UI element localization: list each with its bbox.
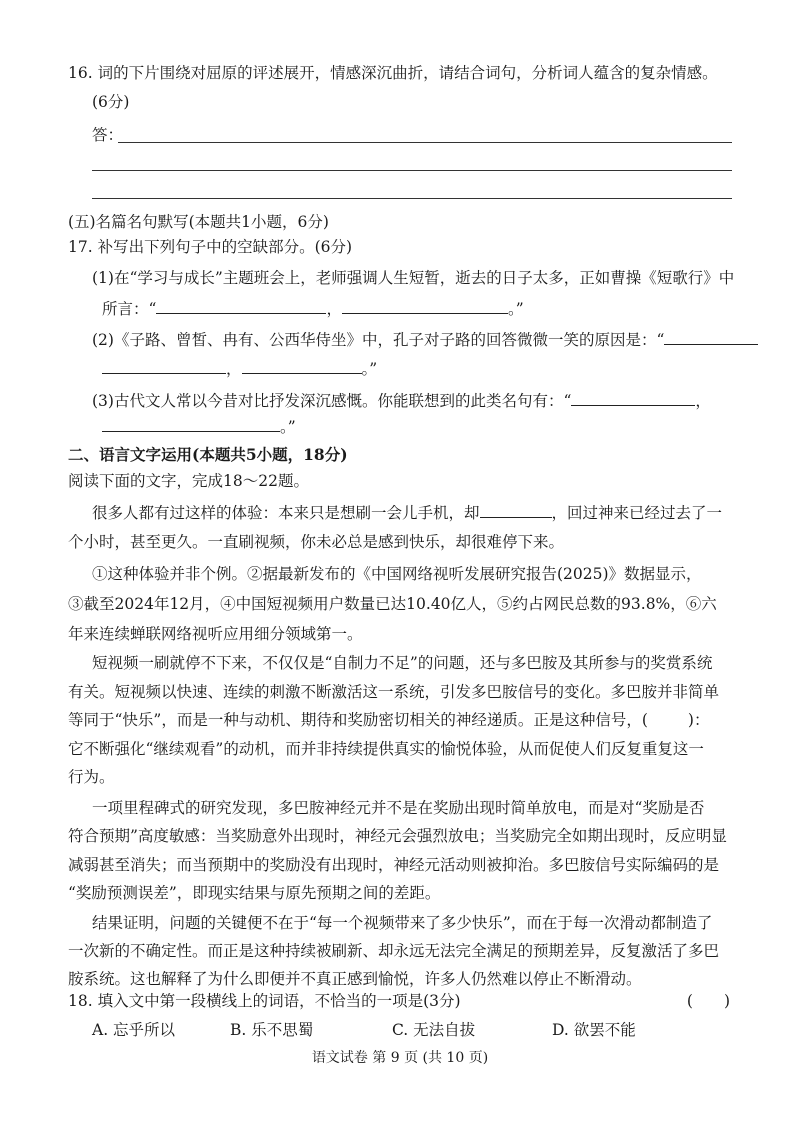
- passage-p3-line1: 短视频一刷就停不下来，不仅仅是“自制力不足”的问题，还与多巴胺及其所参与的奖赏系统: [92, 654, 713, 672]
- q17-blank-2[interactable]: [342, 297, 508, 314]
- p1-text-post: ，回过神来已经过去了一: [551, 504, 723, 522]
- q17-blank-1[interactable]: [156, 297, 326, 314]
- page-footer: 语文试卷 第 9 页 (共 10 页): [311, 1050, 489, 1066]
- p3-text-pre: 等同于“快乐”，而是一种与动机、期待和奖励密切相关的神经递质。正是这种信号，(: [68, 711, 648, 729]
- passage-p2-line3: 年来连续蝉联网络视听应用细分领域第一。: [68, 625, 363, 643]
- passage-p5-line1: 结果证明，问题的关键便不在于“每一个视频带来了多少快乐”，而在于每一次滑动都制造了: [92, 914, 713, 932]
- passage-p2-line1: ①这种体验并非个例。②据最新发布的《中国网络视听发展研究报告(2025)》数据显示，: [92, 565, 702, 583]
- passage-p5-line2: 一次新的不确定性。而正是这种持续被刷新、却永远无法完全满足的预期差异，反复激活了多巴: [68, 942, 720, 960]
- q18-option-c[interactable]: C. 无法自拔: [392, 1021, 476, 1039]
- p1-text-pre: 很多人都有过这样的体验：本来只是想刷一会儿手机，却: [92, 504, 480, 522]
- q16-score: (6分): [92, 93, 130, 111]
- q17-item3-end: ，: [695, 392, 711, 410]
- passage-p3-line3: [68, 709, 709, 731]
- q17-item1-suffix: 。”: [507, 300, 524, 318]
- q17-item2-suffix: 。”: [361, 360, 378, 378]
- passage-p3-line5: 行为。: [68, 768, 115, 786]
- q17-item1-sep: ，: [326, 300, 342, 318]
- q17-stem: 17. 补写出下列句子中的空缺部分。(6分): [68, 238, 353, 256]
- q18-option-b[interactable]: B. 乐不思蜀: [230, 1021, 314, 1039]
- passage-p4-line2: 符合预期”高度敏感：当奖励意外出现时，神经元会强烈放电；当奖励完全如期出现时，反应明显: [68, 827, 727, 845]
- q17-item2-line2: [102, 357, 377, 380]
- q17-blank-7[interactable]: [102, 415, 280, 432]
- q17-item3-text: (3)古代文人常以今昔对比抒发深沉感慨。你能联想到的此类名句有：“: [92, 392, 572, 410]
- q17-item3-suffix: 。”: [280, 418, 296, 436]
- passage-p2-line2: ③截至2024年12月，④中国短视频用户数量已达10.40亿人，⑤约占网民总数的93.8%，⑥六: [68, 595, 717, 613]
- section2-title: 二、语言文字运用(本题共5小题，18分): [68, 445, 348, 464]
- q17-blank-6[interactable]: [571, 389, 695, 406]
- passage-p4-line4: “奖励预测误差”，即现实结果与原先预期之间的差距。: [68, 884, 441, 902]
- passage-p3-line4: 它不断强化“继续观看”的动机，而并非持续提供真实的愉悦体验，从而促使人们反复重复这一: [68, 740, 704, 758]
- q18-answer-paren[interactable]: ( ): [686, 992, 730, 1010]
- q17-item1-line2: [102, 297, 524, 320]
- passage-p1-line1: [92, 501, 722, 524]
- section5-title: (五)名篇名句默写(本题共1小题，6分): [68, 213, 329, 231]
- q17-item2-sep: ，: [226, 360, 242, 378]
- q17-item2-text: (2)《子路、曾皙、冉有、公西华侍坐》中，孔子对子路的回答微微一笑的原因是：“: [92, 331, 665, 349]
- q16-answer-label: 答：: [92, 126, 124, 144]
- passage-p1-line2: 个小时，甚至更久。一直刷视频，你未必总是感到快乐，却很难停下来。: [68, 533, 565, 551]
- section2-intro: 阅读下面的文字，完成18～22题。: [68, 472, 309, 490]
- q16-stem: 16. 词的下片围绕对屈原的评述展开，情感深沉曲折，请结合词句，分析词人蕴含的复杂情感。: [68, 64, 718, 82]
- q17-item2-line1: [92, 328, 758, 351]
- passage-p4-line1: 一项里程碑式的研究发现，多巴胺神经元并不是在奖励出现时简单放电，而是对“奖励是否: [92, 799, 705, 817]
- passage-p3-line2: 有关。短视频以快速、连续的刺激不断激活这一系统，引发多巴胺信号的变化。多巴胺并非简单: [68, 683, 720, 701]
- q17-blank-4[interactable]: [102, 357, 226, 374]
- q18-option-d[interactable]: D. 欲罢不能: [552, 1021, 636, 1039]
- p3-text-post: )：: [687, 711, 710, 729]
- q18-stem: 18. 填入文中第一段横线上的词语，不恰当的一项是(3分): [68, 992, 461, 1010]
- answer-line-2[interactable]: [92, 170, 732, 171]
- q17-blank-5[interactable]: [242, 357, 362, 374]
- answer-line-1[interactable]: [118, 142, 732, 143]
- q17-item3-line2: [102, 415, 296, 438]
- p1-blank[interactable]: [480, 501, 552, 518]
- passage-p5-line3: 胺系统。这也解释了为什么即便并不真正感到愉悦，许多人仍然难以停止不断滑动。: [68, 970, 642, 988]
- answer-line-3[interactable]: [92, 198, 732, 199]
- q18-option-a[interactable]: A. 忘乎所以: [92, 1021, 176, 1039]
- q17-item1-prefix: 所言：“: [102, 300, 157, 318]
- q17-blank-3[interactable]: [664, 328, 758, 345]
- passage-p4-line3: 减弱甚至消失；而当预期中的奖励没有出现时，神经元活动则被抑治。多巴胺信号实际编码的是: [68, 856, 720, 874]
- q17-item1-line1: (1)在“学习与成长”主题班会上，老师强调人生短暂，逝去的日子太多，正如曹操《短歌行》中: [92, 269, 735, 287]
- q17-item3-line1: [92, 389, 711, 412]
